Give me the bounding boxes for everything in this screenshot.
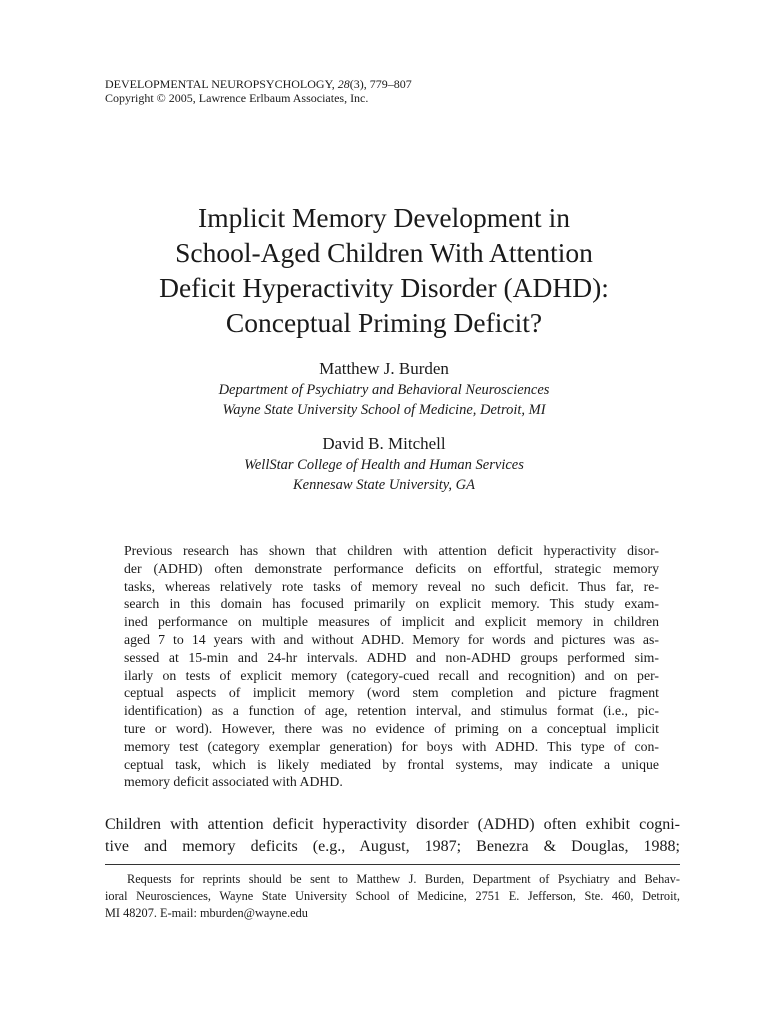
title-line: Deficit Hyperactivity Disorder (ADHD): — [159, 272, 609, 303]
footnote-divider — [105, 864, 680, 865]
author-affiliation: Department of Psychiatry and Behavioral Neurosciences — [218, 382, 550, 398]
abstract-line: sessed at 15-min and 24-hr intervals. ADHD and non-ADHD groups performed sim- — [124, 649, 659, 665]
journal-citation — [105, 77, 412, 91]
abstract-line: ceptual aspects of implicit memory (word stem completion and picture fragment — [124, 685, 659, 701]
journal-volume: 28 — [337, 77, 350, 91]
author-name: David B. Mitchell — [322, 434, 446, 453]
abstract-line: aged 7 to 14 years with and without ADHD. Memory for words and pictures was as- — [124, 631, 659, 647]
abstract-line: memory test (category exemplar generation) for boys with ADHD. This type of con- — [124, 738, 659, 754]
abstract-line: Previous research has shown that children with attention deficit hyperactivity disor- — [124, 543, 659, 558]
abstract-line: der (ADHD) often demonstrate performance deficits on effortful, strategic memory — [124, 560, 659, 576]
article-title — [84, 200, 684, 340]
body-paragraph — [105, 814, 680, 858]
author-affiliation: WellStar College of Health and Human Services — [244, 457, 524, 473]
abstract-line: memory deficit associated with ADHD. — [124, 774, 343, 790]
title-line: Implicit Memory Development in — [198, 202, 570, 233]
author-block-1 — [84, 358, 684, 420]
abstract-line: ceptual task, which is likely mediated by frontal systems, may indicate a unique — [124, 756, 659, 772]
copyright-line: Copyright © 2005, Lawrence Erlbaum Associates, Inc. — [105, 91, 369, 105]
abstract-line: identification) as a function of age, retention interval, and stimulus format (i.e., pic- — [124, 703, 659, 719]
abstract-line: ilarly on tests of explicit memory (category-cued recall and recognition) and on per- — [124, 667, 659, 683]
author-affiliation: Wayne State University School of Medicine, Detroit, MI — [222, 402, 546, 418]
footnote-line: MI 48207. E-mail: mburden@wayne.edu — [105, 906, 308, 920]
abstract-line: ined performance on multiple measures of implicit and explicit memory in children — [124, 614, 659, 630]
footnote — [105, 871, 680, 922]
author-block-2 — [84, 433, 684, 495]
journal-name: DEVELOPMENTAL NEUROPSYCHOLOGY, — [105, 77, 338, 91]
footnote-line: Requests for reprints should be sent to Matthew J. Burden, Department of Psychiatry and Behav- — [127, 872, 680, 886]
journal-issue-pages: (3), 779–807 — [349, 77, 412, 91]
abstract-line: search in this domain has focused primarily on explicit memory. This study exam- — [124, 596, 659, 612]
footnote-line: ioral Neurosciences, Wayne State University School of Medicine, 2751 E. Jefferson, Ste. 460, Detroit, — [105, 889, 680, 903]
journal-header — [105, 77, 412, 105]
abstract — [124, 542, 659, 791]
body-line: tive and memory deficits (e.g., August, 1987; Benezra & Douglas, 1988; — [105, 838, 680, 855]
abstract-line: tasks, whereas relatively rote tasks of memory reveal no such deficit. Thus far, re- — [124, 578, 659, 594]
title-line: Conceptual Priming Deficit? — [225, 307, 543, 338]
abstract-line: ture or word). However, there was no evidence of priming on a conceptual implicit — [124, 720, 659, 736]
title-line: School-Aged Children With Attention — [175, 237, 593, 268]
author-affiliation: Kennesaw State University, GA — [292, 477, 476, 493]
author-name: Matthew J. Burden — [319, 359, 449, 378]
body-line: Children with attention deficit hyperactivity disorder (ADHD) often exhibit cogni- — [105, 816, 680, 833]
